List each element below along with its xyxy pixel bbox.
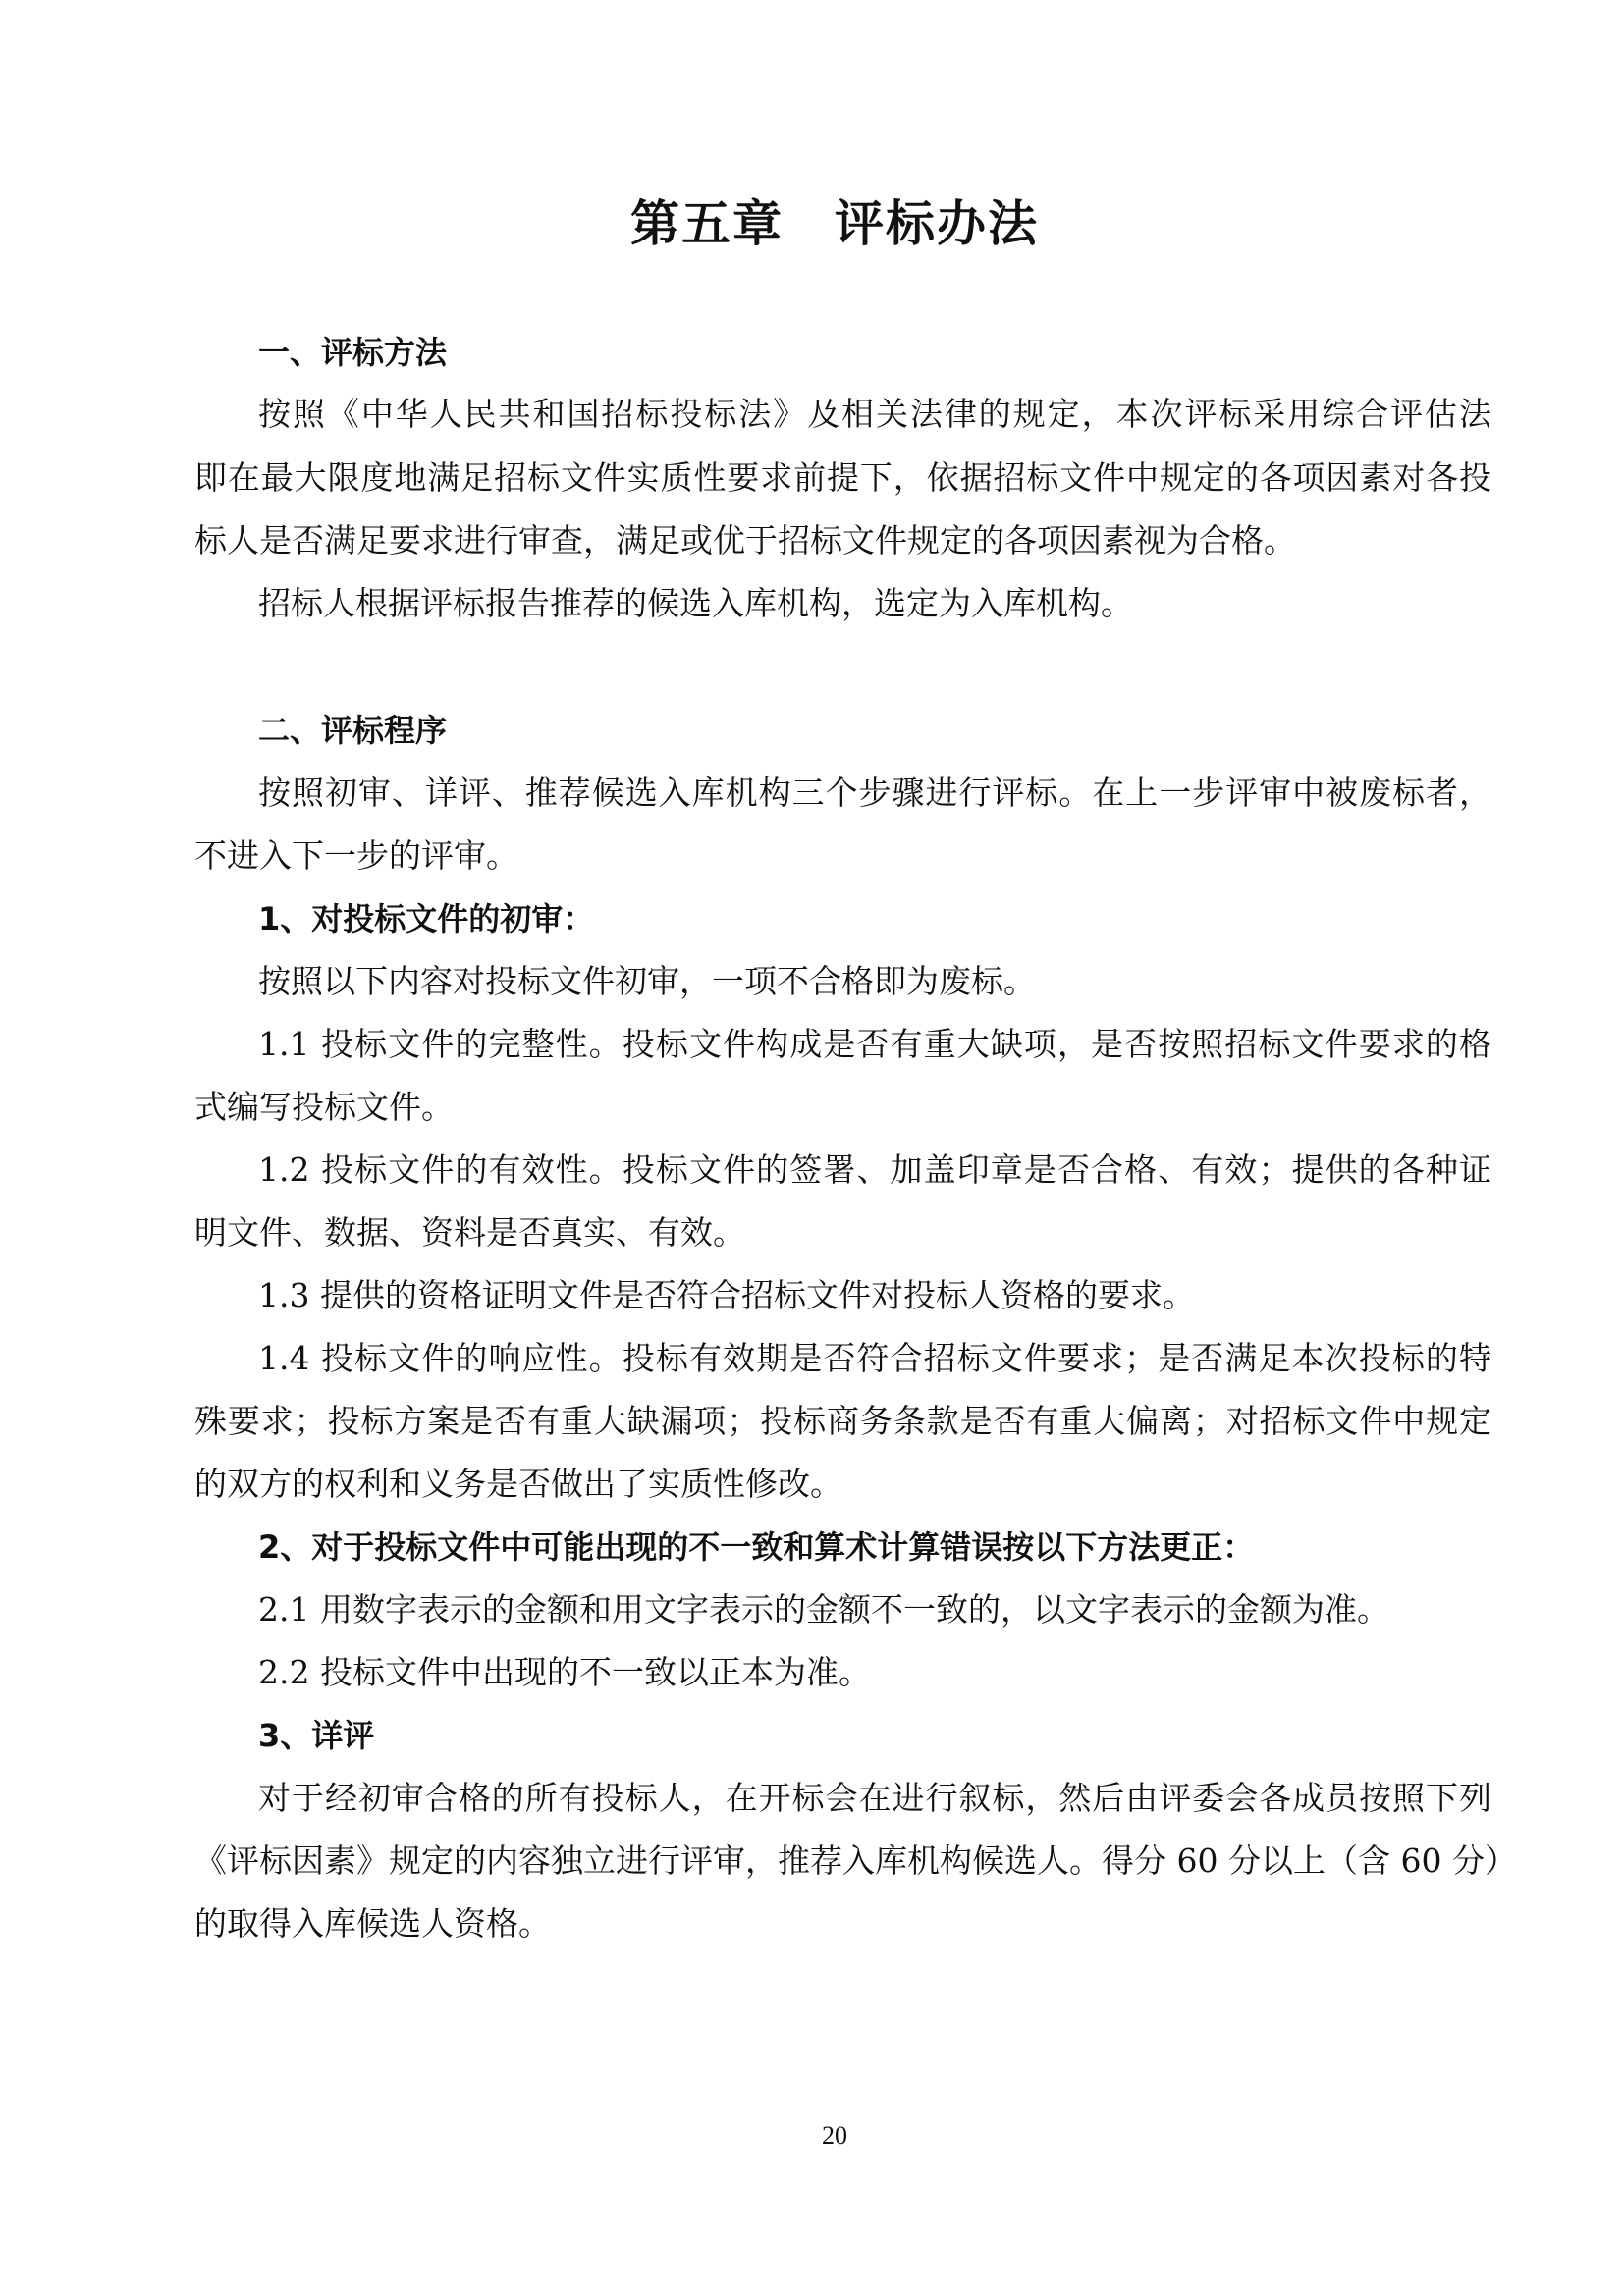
- paragraph-line: 明文件、数据、资料是否真实、有效。: [194, 1213, 745, 1252]
- paragraph-line: 1.1 投标文件的完整性。投标文件构成是否有重大缺项，是否按照招标文件要求的格: [258, 1025, 1491, 1063]
- paragraph-line: 的双方的权利和义务是否做出了实质性修改。: [194, 1465, 842, 1503]
- page-number: 20: [822, 2121, 847, 2150]
- chapter-title: 第五章 评标办法: [630, 195, 1039, 252]
- paragraph-line: 不进入下一步的评审。: [194, 836, 518, 875]
- paragraph-line: 的取得入库候选人资格。: [194, 1904, 551, 1943]
- section-heading-procedure: 二、评标程序: [258, 712, 448, 749]
- paragraph-line: 式编写投标文件。: [194, 1088, 454, 1126]
- paragraph-line: 按照初审、详评、推荐候选入库机构三个步骤进行评标。在上一步评审中被废标者，: [258, 774, 1491, 812]
- paragraph-line: 即在最大限度地满足招标文件实质性要求前提下，依据招标文件中规定的各项因素对各投: [194, 458, 1491, 497]
- subsection-heading-detailed-review: 3、详评: [258, 1717, 375, 1754]
- subsection-heading-initial-review: 1、对投标文件的初审：: [258, 900, 595, 937]
- paragraph-line: 按照以下内容对投标文件初审，一项不合格即为废标。: [258, 962, 1036, 1000]
- section-heading-method: 一、评标方法: [258, 334, 448, 371]
- paragraph-line: 1.2 投标文件的有效性。投标文件的签署、加盖印章是否合格、有效；提供的各种证: [258, 1150, 1491, 1189]
- paragraph-line: 按照《中华人民共和国招标投标法》及相关法律的规定，本次评标采用综合评估法: [258, 395, 1491, 433]
- paragraph-line: 2.1 用数字表示的金额和用文字表示的金额不一致的，以文字表示的金额为准。: [258, 1590, 1389, 1629]
- paragraph-line: 2.2 投标文件中出现的不一致以正本为准。: [258, 1653, 871, 1691]
- paragraph-line: 1.4 投标文件的响应性。投标有效期是否符合招标文件要求；是否满足本次投标的特: [258, 1339, 1491, 1377]
- paragraph-line: 1.3 提供的资格证明文件是否符合招标文件对投标人资格的要求。: [258, 1276, 1195, 1314]
- paragraph-line: 《评标因素》规定的内容独立进行评审，推荐入库机构候选人。得分 60 分以上（含 60 分）: [194, 1842, 1517, 1880]
- subsection-heading-corrections: 2、对于投标文件中可能出现的不一致和算术计算错误按以下方法更正：: [258, 1528, 1255, 1566]
- paragraph-line: 标人是否满足要求进行审查，满足或优于招标文件规定的各项因素视为合格。: [194, 521, 1296, 560]
- paragraph-line: 对于经初审合格的所有投标人，在开标会在进行叙标，然后由评委会各成员按照下列: [258, 1779, 1491, 1817]
- paragraph-line: 殊要求；投标方案是否有重大缺漏项；投标商务条款是否有重大偏离；对招标文件中规定: [194, 1402, 1491, 1440]
- paragraph-line: 招标人根据评标报告推荐的候选入库机构，选定为入库机构。: [258, 584, 1133, 622]
